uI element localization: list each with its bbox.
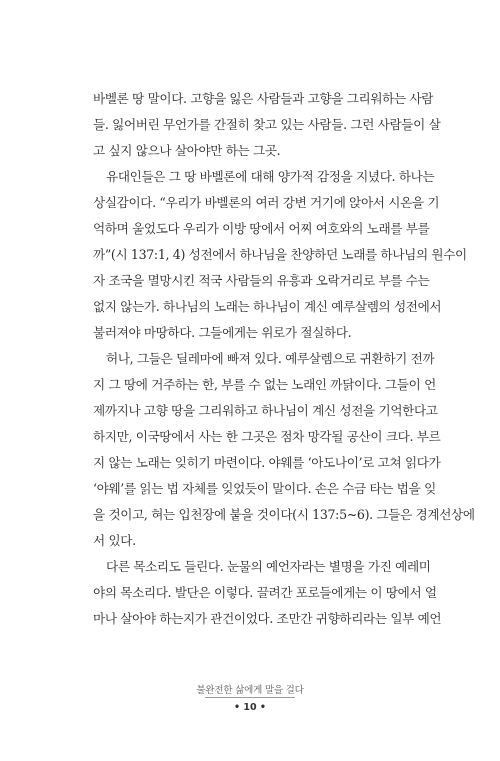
text-line: 불러져야 마땅하다. 그들에게는 위로가 절실하다. [93, 325, 352, 340]
text-line: 야의 목소리다. 발단은 이렇다. 끌려간 포로들에게는 이 땅에서 얼 [93, 585, 437, 600]
text-line: 자 조국을 멸망시킨 적국 사람들의 유흥과 오락거리로 부를 수는 [93, 273, 430, 288]
text-line: 없지 않는가. 하나님의 노래는 하나님이 계신 예루살렘의 성전에서 [93, 299, 442, 314]
text-line: 을 것이고, 혀는 입천장에 붙을 것이다(시 137:5~6). 그들은 경계선상에 [93, 507, 475, 522]
paragraph [93, 346, 475, 554]
body-text [93, 86, 475, 632]
text-line: 바벨론 땅 말이다. 고향을 잃은 사람들과 고향을 그리워하는 사람 [93, 91, 434, 106]
text-line: 까”(시 137:1, 4) 성전에서 하나님을 찬양하던 노래를 하나님의 원수이 [93, 247, 467, 262]
footer-divider [205, 697, 295, 698]
page-number: • 10 • [234, 702, 266, 713]
text-line: 유대인들은 그 땅 바벨론에 대해 양가적 감정을 지녔다. 하나는 [106, 169, 435, 184]
text-line: 제까지나 고향 땅을 그리워하고 하나님이 계신 성전을 기억한다고 [93, 403, 438, 418]
text-line: ‘야웨’를 읽는 법 자체를 잊었듯이 말이다. 손은 수금 타는 법을 잊 [93, 481, 436, 496]
text-line: 지 그 땅에 거주하는 한, 부를 수 없는 노래인 까닭이다. 그들이 언 [93, 377, 436, 392]
paragraph [93, 86, 441, 164]
text-line: 허나, 그들은 딜레마에 빠져 있다. 예루살렘으로 귀환하기 전까 [106, 351, 435, 366]
text-line: 억하며 울었도다 우리가 이방 땅에서 어찌 여호와의 노래를 부를 [93, 221, 430, 236]
text-line: 지 않는 노래는 잊히기 마련이다. 야웨를 ‘아도나이’로 고쳐 읽다가 [93, 455, 441, 470]
paragraph [93, 164, 467, 346]
text-line: 서 있다. [93, 533, 136, 548]
text-line: 마나 살아야 하는지가 관건이었다. 조만간 귀향하리라는 일부 예언 [93, 611, 442, 626]
running-footer-title: 불완전한 삶에게 말을 걸다 [196, 685, 304, 696]
text-line: 상실감이다. “우리가 바벨론의 여러 강변 거기에 앉아서 시온을 기 [93, 195, 440, 210]
text-line: 들. 잃어버린 무언가를 간절히 찾고 있는 사람들. 그런 사람들이 살 [93, 117, 441, 132]
text-line: 고 싶지 않으나 살아야만 하는 그곳. [93, 143, 281, 158]
paragraph [93, 554, 442, 632]
text-line: 다른 목소리도 들린다. 눈물의 예언자라는 별명을 가진 예레미 [106, 559, 431, 574]
text-line: 하지만, 이국땅에서 사는 한 그곳은 점차 망각될 공산이 크다. 부르 [93, 429, 441, 444]
